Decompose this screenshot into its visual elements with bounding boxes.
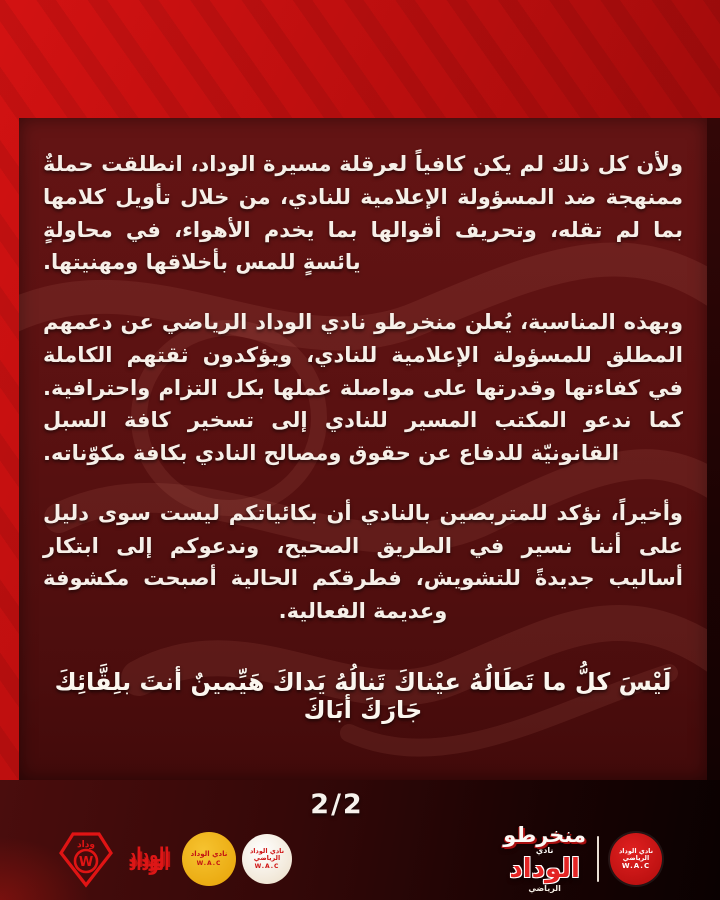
signature-calligraphy-line: لَيْسَ كلُّ ما تَطَالُهُ عيْناكَ تَنالُهُ يَداكَ هَيِّمينٌ أنتَ بلِقَّائِكَ جَارَكَ أبَاكَ: [54, 667, 672, 724]
brand-divider: [597, 836, 599, 882]
svg-text:وداد: وداد: [77, 840, 95, 850]
brand-group: [503, 824, 662, 894]
brand-line-main: الوداد: [509, 854, 580, 884]
statement-paragraph-2: وبهذه المناسبة، يُعلن منخرطو نادي الوداد الرياضي عن دعمهم المطلق للمسؤولة الإعلامية للنادي، ويؤكدون ثقتهم الكاملة في كفاءتها وقدرتها على مواصلة عملها بكل التزام واحترافية. كما ندعو المكتب المسير للنادي إلى تسخير كافة السبل القانونيّة للدفاع عن حقوق ومصالح النادي بكافة مكوّناته.: [43, 310, 683, 465]
wydad-white-roundel-icon: نادي الوداد الرياضي W.A.C: [242, 834, 292, 884]
right-edge-shade: [707, 118, 720, 780]
footer: [0, 780, 720, 900]
wydad-diamond-crest-icon: [56, 828, 116, 890]
brand-line-top: منخرطو: [503, 823, 586, 847]
members-brand-lockup: [503, 825, 586, 893]
brand-line-bottom: الرياضي: [528, 884, 561, 893]
statement-panel: [19, 118, 707, 780]
brand-line-small: نادي: [535, 846, 554, 855]
logos-row: [0, 824, 720, 894]
wydad-calligraphy-roundel-icon: الوداد: [128, 846, 170, 872]
svg-text:W: W: [78, 855, 94, 870]
statement-paragraph-1: ولأن كل ذلك لم يكن كافياً لعرقلة مسيرة الوداد، انطلقت حملةٌ ممنهجة ضد المسؤولة الإعلامية للنادي، من خلال تأويل كلامها بما لم تقله، وتحريف أقوالها بما يخدم الأهواء، في محاولةٍ يائسةٍ للمس بأخلاقها ومهنيتها.: [43, 152, 683, 275]
wydad-club-badge-icon: نادي الوداد الرياضي W.A.C: [610, 833, 662, 885]
statement-paragraph-3: وأخيراً، نؤكد للمتربصين بالنادي أن بكائياتكم ليست سوى دليل على أننا نسير في الطريق الصحيح، وندعوكم إلى ابتكار أساليب جديدةً للتشويش، فطرقكم الحالية أصبحت مكشوفة وعديمة الفعالية.: [43, 500, 683, 623]
wydad-gold-roundel-icon: نادي الوداد W.A.C: [182, 832, 236, 886]
legacy-logos-group: [56, 824, 292, 894]
page-indicator: 2/2: [310, 789, 364, 820]
